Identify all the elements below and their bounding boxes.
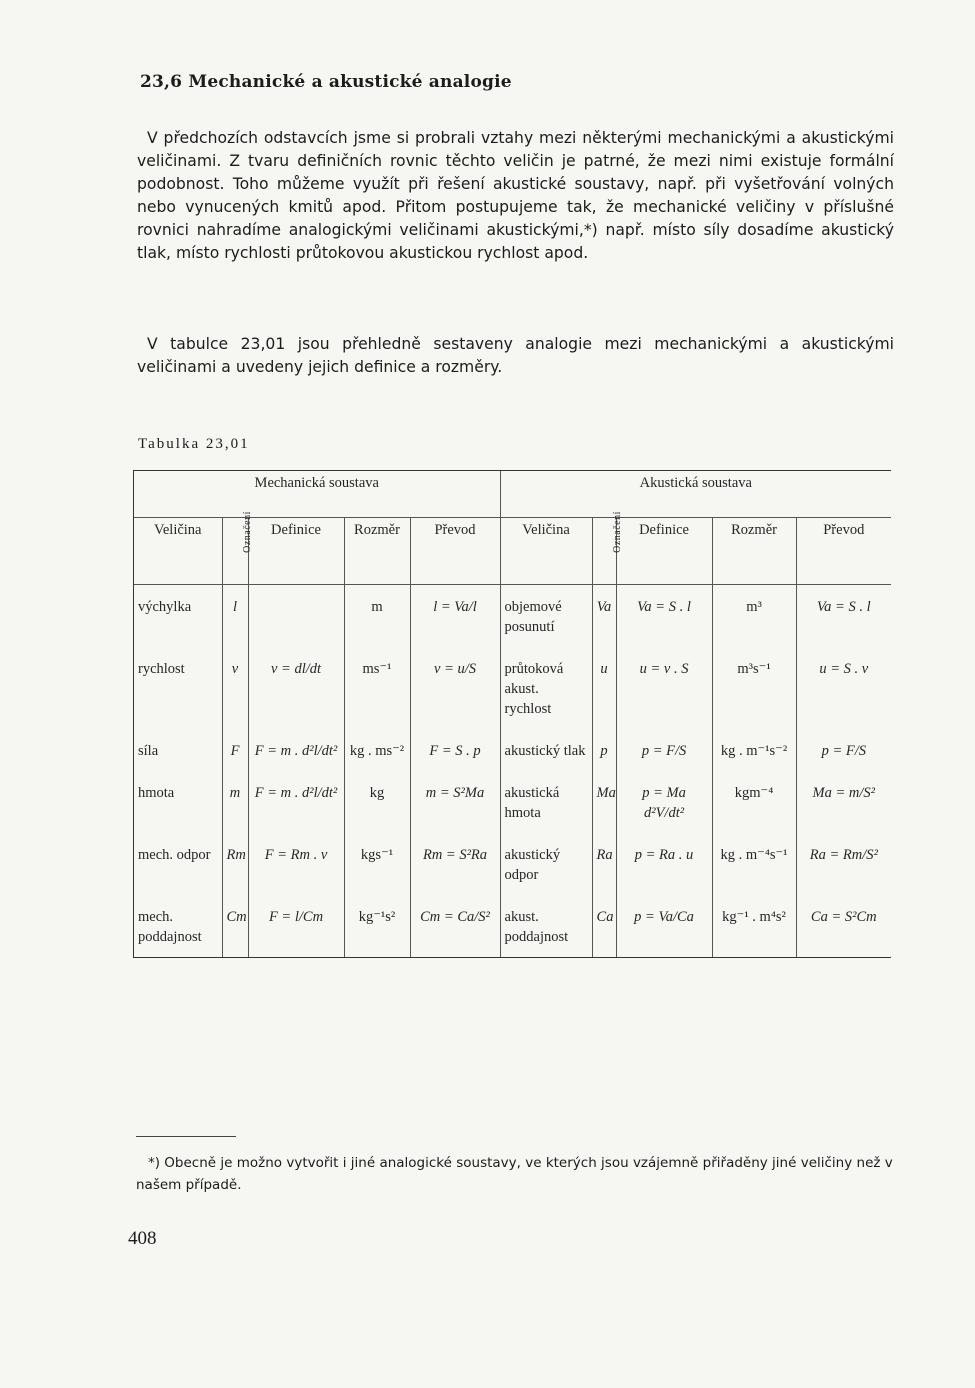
- mech-symbol-cell: l: [222, 585, 248, 648]
- acou-definition-cell: p = F/S: [616, 729, 712, 771]
- acou-definition-cell: u = v . S: [616, 647, 712, 729]
- col-header-acou-symbol-label: Označení: [611, 511, 623, 553]
- acou-conversion-cell: Va = S . l: [796, 585, 891, 648]
- acou-symbol-cell: Ra: [592, 833, 616, 895]
- mech-symbol-cell: m: [222, 771, 248, 833]
- acou-conversion-cell: Ra = Rm/S²: [796, 833, 891, 895]
- mech-quantity-cell: rychlost: [138, 661, 185, 677]
- acou-symbol-cell: u: [592, 647, 616, 729]
- col-header-mech-definition: Definice: [248, 518, 344, 585]
- acou-quantity-cell: akustická hmota: [500, 771, 592, 833]
- group-header-acoustic: Akustická soustava: [500, 471, 891, 518]
- analogies-table: [134, 471, 891, 957]
- acou-quantity-cell: akustický odpor: [500, 833, 592, 895]
- acou-dimension-cell: m³: [712, 585, 796, 648]
- mech-conversion-cell: Cm = Ca/S²: [410, 895, 500, 957]
- acou-conversion-cell: Ma = m/S²: [796, 771, 891, 833]
- mech-dimension-cell: m: [344, 585, 410, 648]
- col-header-acou-symbol: [592, 511, 623, 585]
- mech-conversion-cell: v = u/S: [410, 647, 500, 729]
- table-row: [134, 771, 891, 833]
- table-row: [134, 895, 891, 957]
- mech-definition-cell: F = m . d²l/dt²: [248, 729, 344, 771]
- acou-dimension-cell: kg . m⁻⁴s⁻¹: [712, 833, 796, 895]
- acou-quantity-cell: průtoková akust. rychlost: [500, 647, 592, 729]
- acou-symbol-cell: Va: [592, 585, 616, 648]
- mech-quantity-cell: mech. poddajnost: [138, 909, 202, 945]
- acou-definition-cell: p = Ra . u: [616, 833, 712, 895]
- acou-conversion-cell: u = S . v: [796, 647, 891, 729]
- col-header-mech-dimension: Rozměr: [344, 518, 410, 585]
- acou-definition-cell: p = Va/Ca: [616, 895, 712, 957]
- acou-symbol-cell: Ca: [592, 895, 616, 957]
- section-heading: 23,6 Mechanické a akustické analogie: [140, 72, 512, 92]
- mech-dimension-cell: kg . ms⁻²: [344, 729, 410, 771]
- mech-symbol-cell: Cm: [222, 895, 248, 957]
- col-header-acou-definition: Definice: [616, 518, 712, 585]
- col-header-mech-conversion: Převod: [410, 518, 500, 585]
- mech-symbol-cell: F: [222, 729, 248, 771]
- mech-definition-cell: F = Rm . v: [248, 833, 344, 895]
- col-header-acou-dimension: Rozměr: [712, 518, 796, 585]
- mech-dimension-cell: ms⁻¹: [344, 647, 410, 729]
- mech-definition-cell: F = m . d²l/dt²: [248, 771, 344, 833]
- col-header-mech-symbol: [222, 511, 253, 585]
- table-row: [134, 585, 891, 648]
- footnote: *) Obecně je možno vytvořit i jiné analogické soustavy, ve kterých jsou vzájemně přiřaděny jiné veličiny než v našem případě.: [136, 1155, 893, 1193]
- table-row: [134, 647, 891, 729]
- acou-definition-cell: p = Ma d²V/dt²: [616, 771, 712, 833]
- mech-definition-cell: F = l/Cm: [248, 895, 344, 957]
- mech-conversion-cell: Rm = S²Ra: [410, 833, 500, 895]
- acou-symbol-cell: p: [592, 729, 616, 771]
- acou-symbol-cell: Ma: [592, 771, 616, 833]
- mech-definition-cell: v = dl/dt: [248, 647, 344, 729]
- mech-definition-cell: [248, 585, 344, 648]
- acou-conversion-cell: Ca = S²Cm: [796, 895, 891, 957]
- mech-dimension-cell: kg⁻¹s²: [344, 895, 410, 957]
- table-row: [134, 833, 891, 895]
- paragraph-intro: V předchozích odstavcích jsme si probrali vztahy mezi některými mechanickými a akustickými veličinami. Z tvaru definičních rovnic těchto veličin je patrné, že mezi nimi existuje formální podobnost. Toho můžeme využít při řešení akustické soustavy, např. při vyšetřování volných nebo vynucených kmitů apod. Přitom postupujeme tak, že mechanické veličiny v příslušné rovnici nahradíme analogickými veličinami akustickými,*) např. místo síly dosadíme akustický tlak, místo rychlosti průtokovou akustickou rychlost apod.: [137, 129, 894, 262]
- col-header-acou-conversion: Převod: [796, 518, 891, 585]
- page-number: 408: [128, 1228, 157, 1249]
- acou-quantity-cell: akust. poddajnost: [500, 895, 592, 957]
- acou-definition-cell: Va = S . l: [616, 585, 712, 648]
- mech-quantity-cell: hmota: [138, 785, 175, 801]
- analogies-table-frame: [133, 470, 891, 958]
- acou-quantity-cell: objemové posunutí: [500, 585, 592, 648]
- col-header-mech-symbol-label: Označení: [241, 511, 253, 553]
- col-header-mech-quantity: Veličina: [134, 518, 222, 585]
- acou-dimension-cell: kg⁻¹ . m⁴s²: [712, 895, 796, 957]
- footnote-divider: [136, 1136, 236, 1137]
- mech-dimension-cell: kgs⁻¹: [344, 833, 410, 895]
- group-header-mechanical: Mechanická soustava: [134, 471, 500, 518]
- paragraph-table-reference: V tabulce 23,01 jsou přehledně sestaveny analogie mezi mechanickými a akustickými veličinami a uvedeny jejich definice a rozměry.: [137, 335, 894, 376]
- acou-dimension-cell: kg . m⁻¹s⁻²: [712, 729, 796, 771]
- mech-dimension-cell: kg: [344, 771, 410, 833]
- table-caption: Tabulka 23,01: [138, 436, 250, 452]
- mech-conversion-cell: F = S . p: [410, 729, 500, 771]
- mech-quantity-cell: mech. odpor: [138, 847, 211, 863]
- col-header-acou-quantity: Veličina: [500, 518, 592, 585]
- mech-quantity-cell: síla: [138, 743, 159, 759]
- acou-conversion-cell: p = F/S: [796, 729, 891, 771]
- mech-conversion-cell: l = Va/l: [410, 585, 500, 648]
- table-row: [134, 729, 891, 771]
- acou-dimension-cell: m³s⁻¹: [712, 647, 796, 729]
- acou-quantity-cell: akustický tlak: [500, 729, 592, 771]
- acou-dimension-cell: kgm⁻⁴: [712, 771, 796, 833]
- mech-conversion-cell: m = S²Ma: [410, 771, 500, 833]
- mech-symbol-cell: v: [222, 647, 248, 729]
- mech-symbol-cell: Rm: [222, 833, 248, 895]
- mech-quantity-cell: výchylka: [138, 599, 192, 615]
